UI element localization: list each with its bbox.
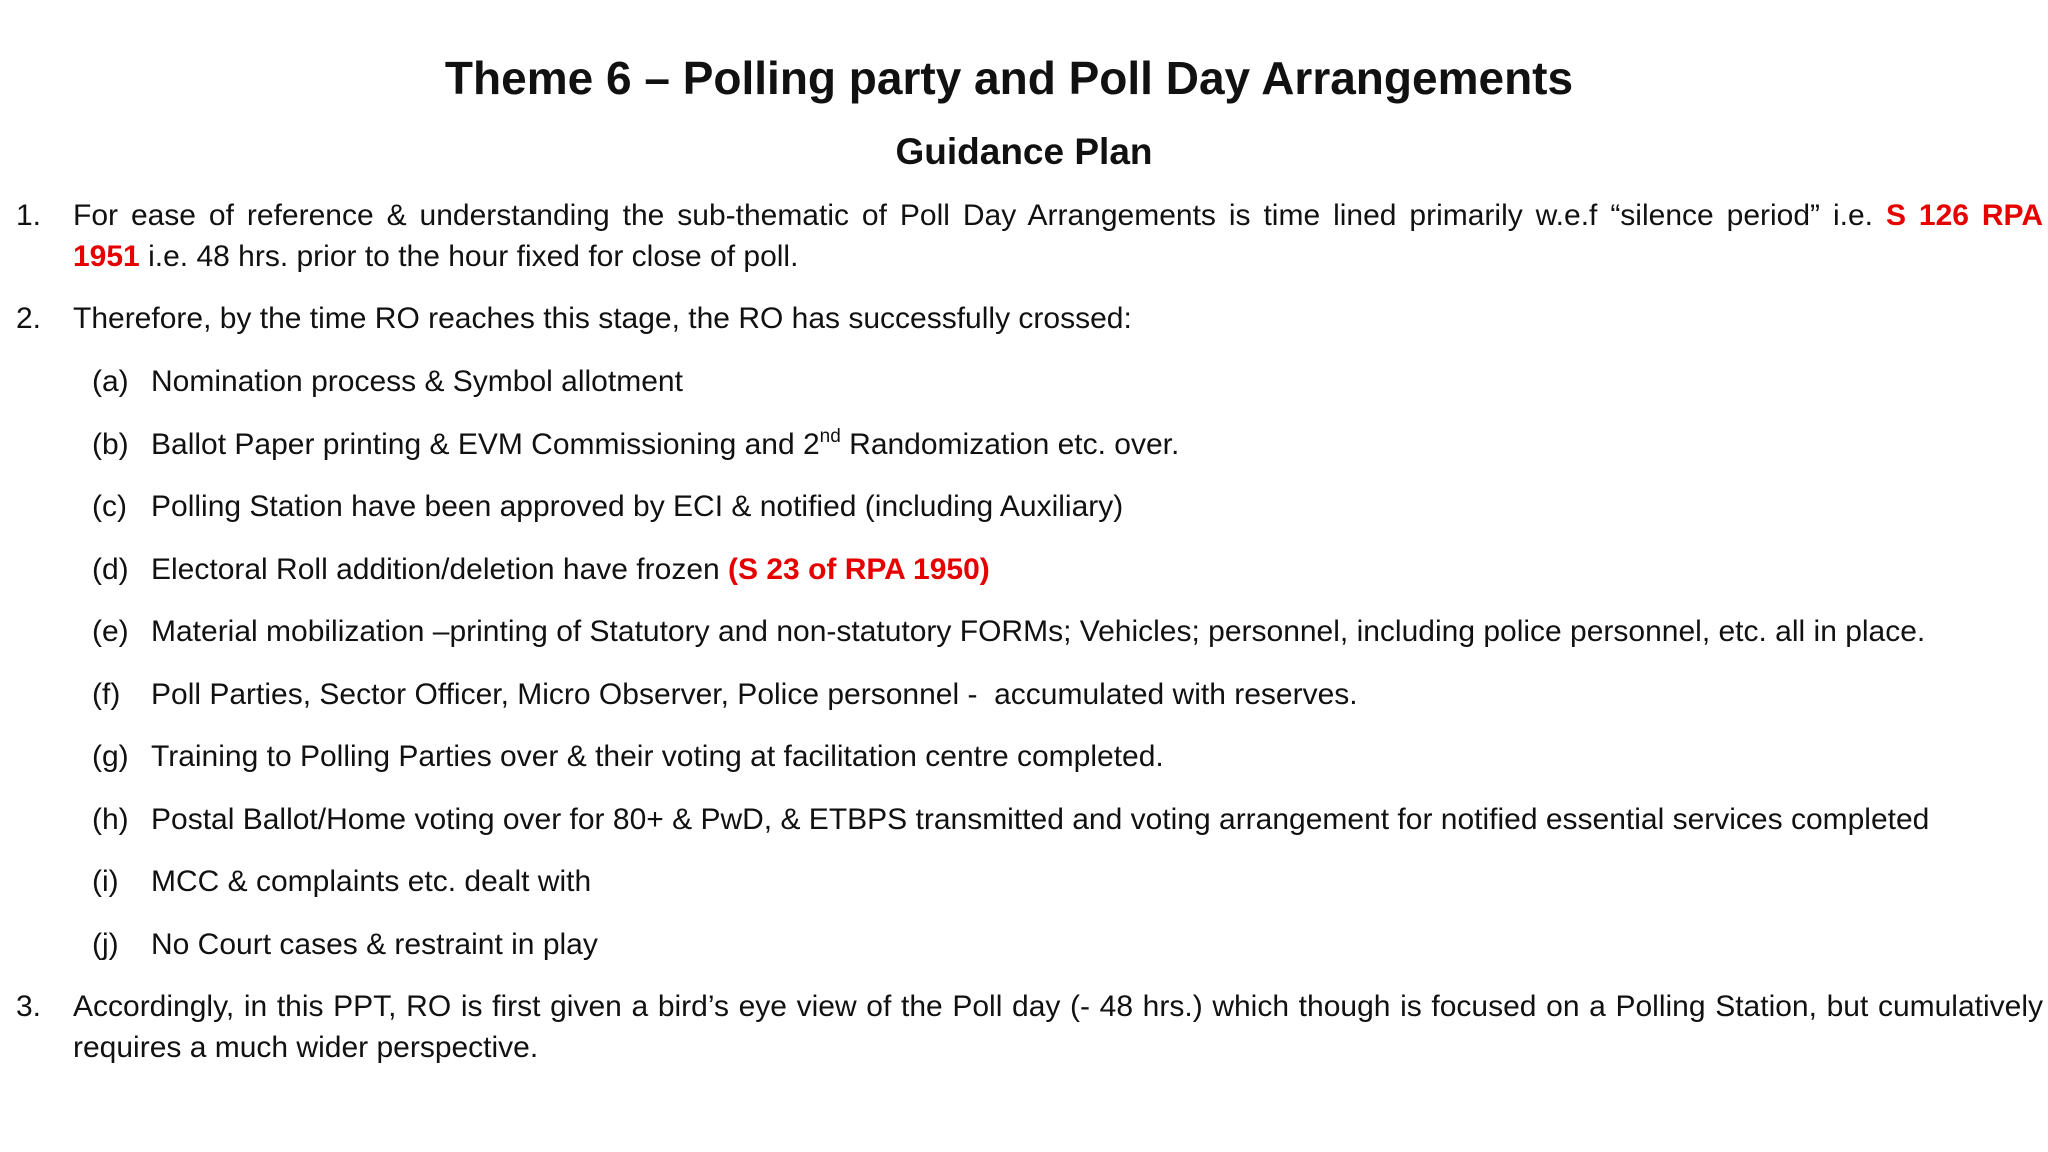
sub-item-letter: (f) (92, 678, 121, 711)
item-text-part: For ease of reference & understanding the sub-thematic of Poll Day Arrangements is time lined primarily w.e.f “silence period” i.e. (73, 199, 1873, 232)
sub-item-letter: (b) (92, 428, 129, 461)
slide-title: Theme 6 – Polling party and Poll Day Arrangements (444, 52, 1574, 104)
item-text (73, 236, 2043, 277)
section-reference: S 126 RPA (1885, 199, 2043, 232)
sub-item-text (151, 549, 990, 590)
sub-item-text: Training to Polling Parties over & their voting at facilitation centre completed. (151, 740, 1164, 773)
sub-item-letter: (c) (92, 490, 127, 523)
sub-item-text: Material mobilization –printing of Statutory and non-statutory FORMs; Vehicles; personnel, including police personnel, etc. all in place. (151, 615, 1926, 648)
item-text-part: i.e. 48 hrs. prior to the hour fixed for close of poll. (148, 240, 799, 273)
sub-item-text: MCC & complaints etc. dealt with (151, 865, 592, 898)
section-reference: (S 23 of RPA 1950) (728, 553, 990, 586)
sub-item-letter: (i) (92, 865, 119, 898)
slide-subtitle: Guidance Plan (895, 131, 1153, 172)
item-text: Accordingly, in this PPT, RO is first given a bird’s eye view of the Poll day (- 48 hrs.) which though is focused on a Polling Station, but cumulatively requires a much wider perspective. (73, 990, 2043, 1064)
item-number: 1. (16, 199, 42, 232)
sub-item-letter: (h) (92, 803, 129, 836)
sub-item-text: Poll Parties, Sector Officer, Micro Observer, Police personnel - accumulated with reserves. (151, 678, 1358, 711)
sub-item-text: Postal Ballot/Home voting over for 80+ & PwD, & ETBPS transmitted and voting arrangement for notified essential services completed (151, 803, 1930, 836)
sub-item-letter: (g) (92, 740, 129, 773)
section-reference: 1951 (73, 240, 140, 273)
sub-item-text-part: Electoral Roll addition/deletion have frozen (151, 553, 729, 586)
sub-item-text: Polling Station have been approved by ECI & notified (including Auxiliary) (151, 490, 1124, 523)
sub-item-text: No Court cases & restraint in play (151, 928, 598, 961)
sub-item-text (151, 424, 1179, 465)
sub-item-text: Nomination process & Symbol allotment (151, 365, 683, 398)
item-text: Therefore, by the time RO reaches this stage, the RO has successfully crossed: (73, 302, 1132, 335)
sub-item-text-part: Ballot Paper printing & EVM Commissioning and 2 (151, 428, 820, 461)
item-number: 3. (16, 990, 42, 1023)
sub-item-text-part: Randomization etc. over. (840, 428, 1180, 461)
superscript: nd (819, 426, 841, 447)
sub-item-letter: (j) (92, 928, 119, 961)
item-text (73, 195, 2043, 236)
item-number: 2. (16, 302, 42, 335)
sub-item-letter: (e) (92, 615, 129, 648)
sub-item-letter: (d) (92, 553, 129, 586)
sub-item-letter: (a) (92, 365, 129, 398)
